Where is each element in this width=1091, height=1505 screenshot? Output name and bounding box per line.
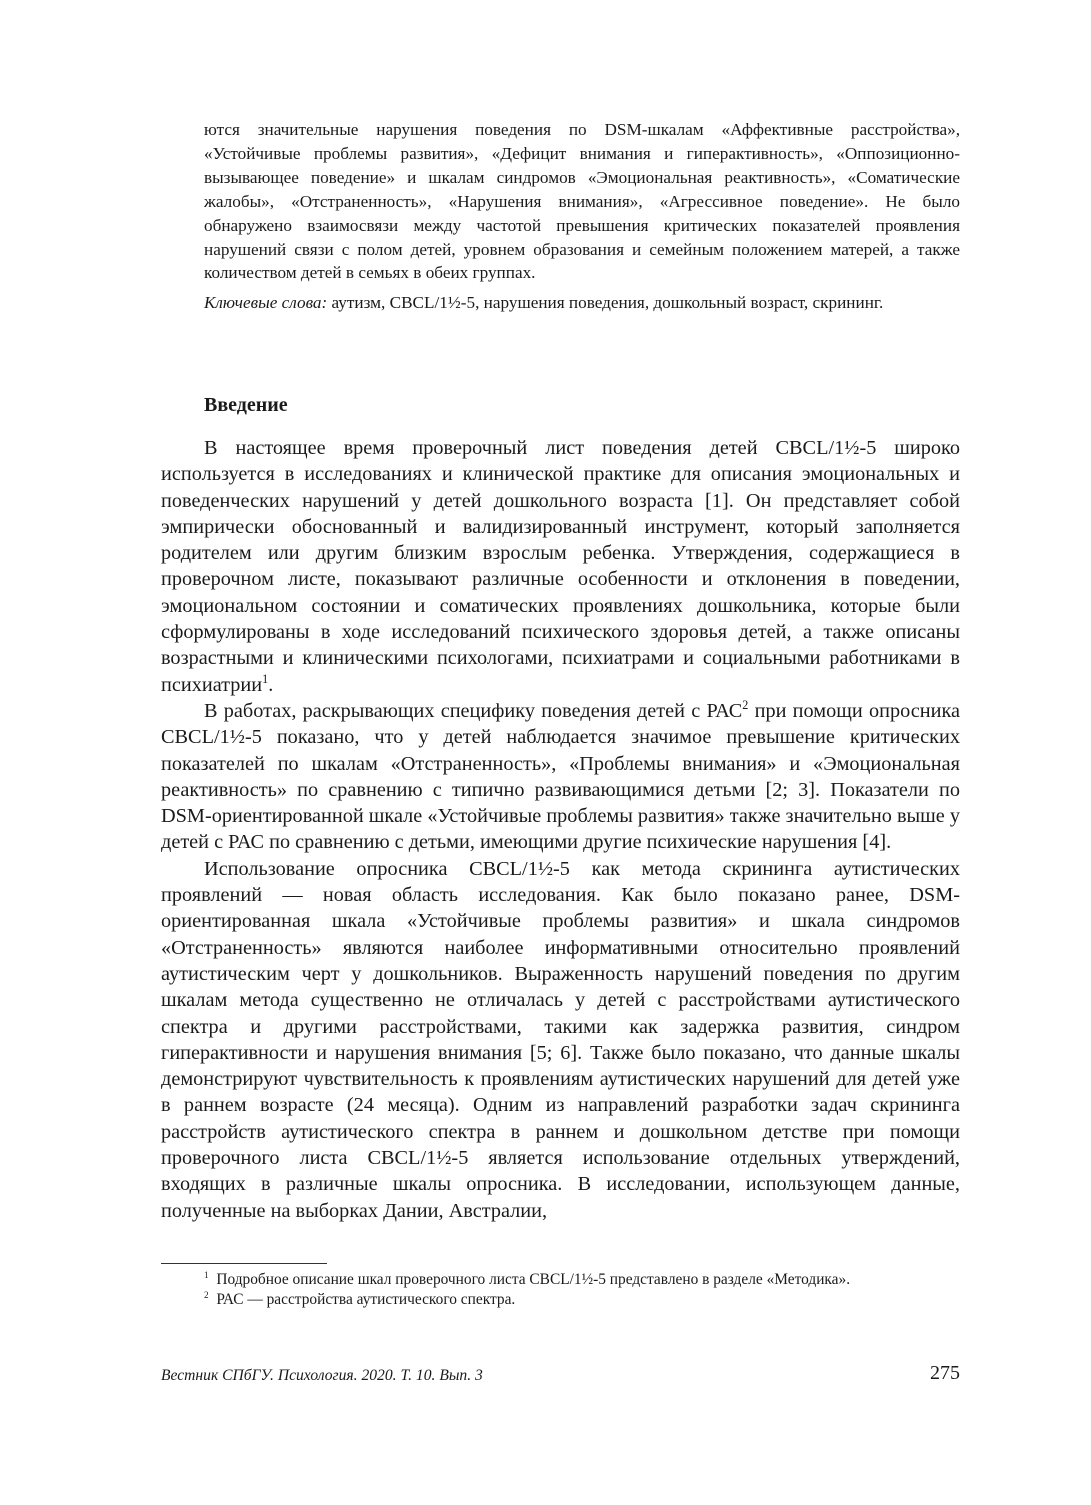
footnote-2 [161,1290,960,1310]
footnote-ref-2: 2 [742,698,749,713]
section-body [161,435,960,1224]
paragraph-2 [161,698,960,856]
journal-citation: Вестник СПбГУ. Психология. 2020. Т. 10. Вып. 3 [161,1367,483,1384]
footnote-2-mark: 2 [204,1290,209,1301]
footnote-1 [161,1270,960,1290]
abstract-text: ются значительные нарушения поведения по DSM-шкалам «Аффективные расстройства», «Устойчивые проблемы развития», «Дефицит внимания и гиперактивность», «Оппозиционно-вызывающее поведение» и шкалам синдромов «Эмоциональная реактивность», «Соматические жалобы», «Отстраненность», «Нарушения внимания», «Агрессивное поведение». Не было обнаружено взаимосвязи между частотой превышения критических показателей проявления нарушений связи с полом детей, уровнем образования и семейным положением матерей, а также количеством детей в семьях в обеих группах. [204,120,960,283]
paragraph-2-tail: при помощи опросника CBCL/1½-5 показано, что у детей наблюдается значимое превышение критических показателей по шкалам «Отстраненность», «Проблемы внимания» и «Эмоциональная реактивность» по сравнению с типично развивающимися детьми [2; 3]. Показатели по DSM-ориентированной шкале «Устойчивые проблемы развития» также значительно выше у детей с РАС по сравнению с детьми, имеющими другие психические нарушения [4]. [161,699,960,854]
paragraph-3 [161,856,960,1224]
footnote-ref-1: 1 [262,671,269,686]
keywords-label: Ключевые слова: [204,293,328,313]
paragraph-1-tail: . [268,673,274,696]
footnotes [161,1270,960,1311]
keywords-list: аутизм, CBCL/1½-5, нарушения поведения, дошкольный возраст, скрининг. [327,293,884,313]
paragraph-3-text: Использование опросника CBCL/1½-5 как метода скрининга аутистических проявлений — новая область исследования. Как было показано ранее, DSM-ориентированная шкала «Устойчивые проблемы развития» и шкала синдромов «Отстраненность» являются наиболее информативными относительно проявлений аутистическим черт у дошкольников. Выраженность нарушений поведения по другим шкалам метода существенно не отличалась у детей с расстройствами аутистического спектра и другими расстройствами, такими как задержка развития, синдром гиперактивности и нарушения внимания [5; 6]. Также было показано, что данные шкалы демонстрируют чувствительность к проявлениям аутистических нарушений для детей уже в раннем возрасте (24 месяца). Одним из направлений разработки задач скрининга расстройств аутистического спектра в раннем и дошкольном детстве при помощи проверочного листа CBCL/1½-5 является использование отдельных утверждений, входящих в различные шкалы опросника. В исследовании, использующем данные, полученные на выборках Дании, Австралии, [161,857,960,1222]
footnote-divider [161,1263,327,1264]
paragraph-2-text: В работах, раскрывающих специфику поведения детей с РАС [204,699,743,722]
footnote-1-mark: 1 [204,1269,209,1280]
page-number: 275 [930,1362,960,1384]
keywords [204,291,960,315]
footnote-2-text: РАС — расстройства аутистического спектра. [216,1291,516,1309]
footnote-1-text: Подробное описание шкал проверочного листа CBCL/1½-5 представлено в разделе «Методика». [216,1271,851,1288]
abstract [204,118,960,315]
section-heading: Введение [204,394,288,416]
paragraph-1 [161,435,960,698]
paragraph-1-text: В настоящее время проверочный лист поведения детей CBCL/1½-5 широко используется в исследованиях и клинической практике для описания эмоциональных и поведенческих нарушений у детей дошкольного возраста [1]. Он представляет собой эмпирически обоснованный и валидизированный инструмент, который заполняется родителем или другим близким взрослым ребенка. Утверждения, содержащиеся в проверочном листе, показывают различные особенности и отклонения в поведении, эмоциональном состоянии и соматических проявлениях дошкольника, которые были сформулированы в ходе исследований психического здоровья детей, а также описаны возрастными и клиническими психологами, психиатрами и социальными работниками в психиатрии [161,437,960,696]
